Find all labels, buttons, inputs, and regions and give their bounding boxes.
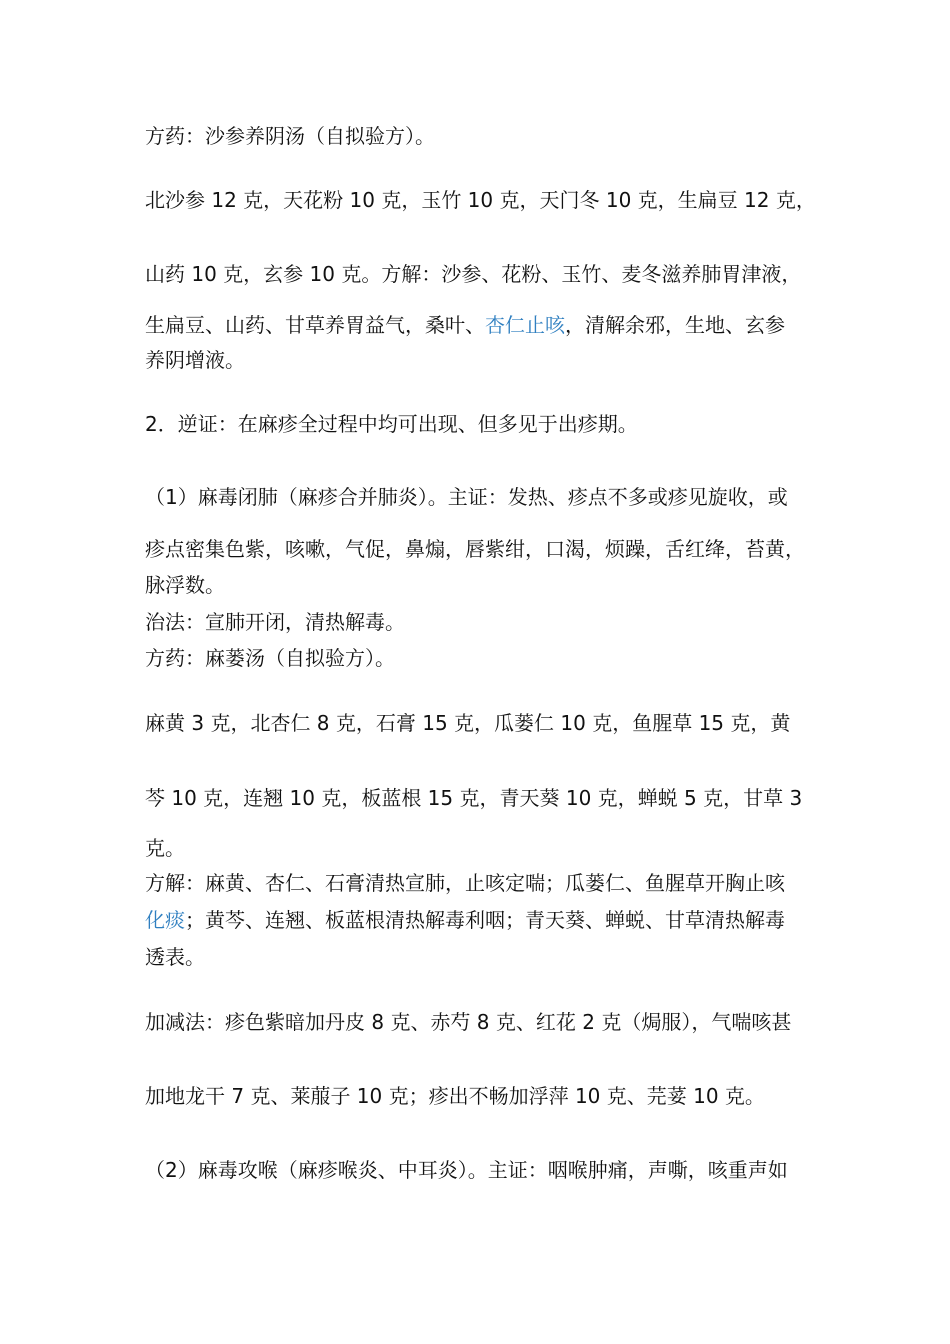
section-heading: 2．逆证：在麻疹全过程中均可出现、但多见于出疹期。 — [145, 412, 638, 436]
text-line: （1）麻毒闭肺（麻疹合并肺炎）。主证：发热、疹点不多或疹见旋收，或 — [145, 485, 788, 509]
text-segment: ；黄芩、连翘、板蓝根清热解毒利咽；青天葵、蝉蜕、甘草清热解毒 — [185, 908, 785, 932]
text-line: 透表。 — [145, 945, 205, 969]
text-line: （2）麻毒攻喉（麻疹喉炎、中耳炎）。主证：咽喉肿痛，声嘶，咳重声如 — [145, 1158, 788, 1182]
text-line: 治法：宣肺开闭，清热解毒。 — [145, 610, 405, 634]
link-huatan[interactable]: 化痰 — [145, 908, 185, 932]
text-line — [145, 908, 825, 932]
text-line: 养阴增液。 — [145, 348, 245, 372]
text-line: 山药 10 克，玄参 10 克。方解：沙参、花粉、玉竹、麦冬滋养肺胃津液， — [145, 262, 802, 286]
text-segment: ，清解余邪，生地、玄参 — [565, 313, 785, 337]
text-line: 脉浮数。 — [145, 573, 225, 597]
text-line: 加地龙干 7 克、莱菔子 10 克；疹出不畅加浮萍 10 克、芫荽 10 克。 — [145, 1084, 765, 1108]
text-line: 北沙参 12 克，天花粉 10 克，玉竹 10 克，天门冬 10 克，生扁豆 12 克， — [145, 188, 816, 212]
text-line — [145, 313, 825, 337]
text-line: 疹点密集色紫，咳嗽，气促，鼻煽，唇紫绀，口渴，烦躁，舌红绛，苔黄， — [145, 537, 805, 561]
text-line: 芩 10 克，连翘 10 克，板蓝根 15 克，青天葵 10 克，蝉蜕 5 克，甘草 3 — [145, 786, 803, 810]
text-line: 方解：麻黄、杏仁、石膏清热宣肺，止咳定喘；瓜蒌仁、鱼腥草开胸止咳 — [145, 871, 785, 895]
text-segment: 生扁豆、山药、甘草养胃益气，桑叶、 — [145, 313, 485, 337]
text-line: 克。 — [145, 836, 185, 860]
text-line: 麻黄 3 克，北杏仁 8 克，石膏 15 克，瓜蒌仁 10 克，鱼腥草 15 克，黄 — [145, 711, 791, 735]
text-line: 方药：沙参养阴汤（自拟验方）。 — [145, 124, 435, 148]
text-line: 方药：麻蒌汤（自拟验方）。 — [145, 646, 395, 670]
text-line: 加减法：疹色紫暗加丹皮 8 克、赤芍 8 克、红花 2 克（焗服），气喘咳甚 — [145, 1010, 792, 1034]
link-xingren-zhike[interactable]: 杏仁止咳 — [485, 313, 565, 337]
